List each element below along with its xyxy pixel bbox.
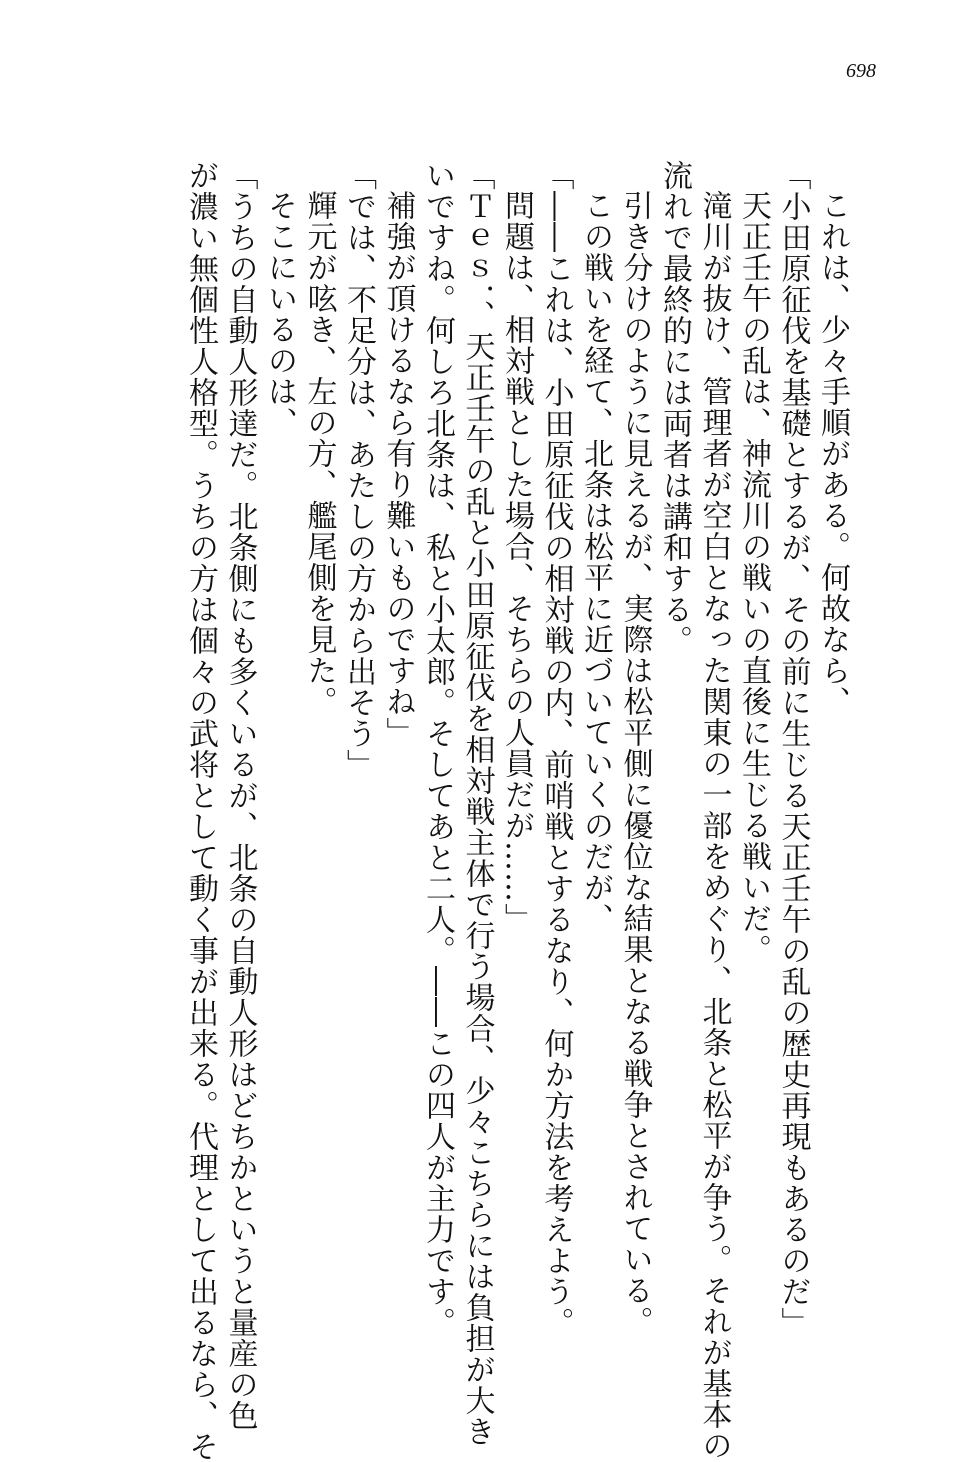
page-number: 698 bbox=[846, 60, 876, 82]
text-line: が濃い無個性人格型。うちの方は個々の武将として動く事が出来る。代理として出るなら、そ bbox=[183, 160, 218, 1462]
text-line: 「小田原征伐を基礎とするが、その前に生じる天正壬午の乱の歴史再現もあるのだ」 bbox=[775, 160, 811, 1338]
text-line: 「Ｔｅｓ．、天正壬午の乱と小田原征伐を相対戦主体で行う場合、少々こちらには負担が大き bbox=[459, 160, 495, 1447]
text-line: これは、少々手順がある。何故なら、 bbox=[815, 190, 850, 717]
text-line: 「では、不足分は、あたしの方から出そう」 bbox=[341, 160, 376, 780]
text-line: 引き分けのように見えるが、実際は松平側に優位な結果となる戦争とされている。 bbox=[617, 190, 653, 1337]
text-line: 天正壬午の乱は、神流川の戦いの直後に生じる戦いだ。 bbox=[736, 190, 771, 965]
text-line: 輝元が呟き、左の方、艦尾側を見た。 bbox=[301, 190, 337, 717]
text-line: 滝川が抜け、管理者が空白となった関東の一部をめぐり、北条と松平が争う。それが基本の bbox=[696, 190, 732, 1461]
text-line: この戦いを経て、北条は松平に近づいていくのだが、 bbox=[578, 190, 613, 934]
text-line: 問題は、相対戦とした場合、そちらの人員だが……」 bbox=[499, 190, 534, 934]
text-line: 流れで最終的には両者は講和する。 bbox=[657, 160, 692, 656]
text-line: いですね。何しろ北条は、私と小太郎。そしてあと二人。――この四人が主力です。 bbox=[420, 160, 455, 1338]
text-line: 「――これは、小田原征伐の相対戦の内、前哨戦とするなり、何か方法を考えよう。 bbox=[538, 160, 574, 1338]
text-line: 補強が頂けるなら有り難いものですね」 bbox=[380, 190, 416, 748]
text-line: そこにいるのは、 bbox=[262, 190, 297, 438]
text-line: 「うちの自動人形達だ。北条側にも多くいるが、北条の自動人形はどちかというと量産の色 bbox=[222, 160, 258, 1431]
vertical-text-body bbox=[181, 160, 853, 1462]
